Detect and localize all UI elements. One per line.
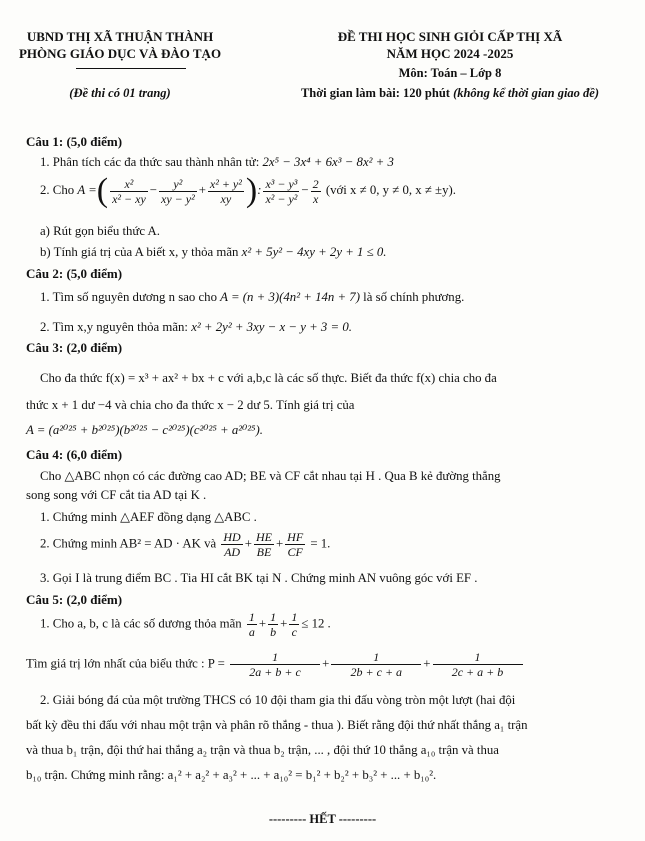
q3-line3: A = (a²⁰²⁵ + b²⁰²⁵)(b²⁰²⁵ − c²⁰²⁵)(c²⁰²⁵ + a²⁰²⁵). <box>26 423 263 437</box>
time-label: Thời gian làm bài: 120 phút <box>300 86 450 100</box>
q1-heading: Câu 1: (5,0 điểm) <box>26 134 123 149</box>
school-year: NĂM HỌC 2024 -2025 <box>386 46 514 61</box>
q4-part2: 2. Chứng minh AB² = AD · AK và $\frac{HD}{AD}$ + $\frac{HE}{BE}$ + $\frac{HF}{CF}$ = 1. <box>40 530 331 559</box>
q5-part2-line2: bất kỳ đều thi đấu với nhau một trận và phân rõ thắng - thua ). Biết rằng đội thứ nhất thắng a₁ trận <box>26 718 528 732</box>
q4-line2: song song với CF cắt tia AD tại K . <box>26 488 207 502</box>
header-divider <box>76 68 186 69</box>
q2-heading: Câu 2: (5,0 điểm) <box>26 266 123 281</box>
issuer-line1: UBND THỊ XÃ THUẬN THÀNH <box>26 29 214 44</box>
q5-part2-line4: b₁₀ trận. Chứng minh rằng: a₁² + a₂² + a₃² + ... + a₁₀² = b₁² + b₂² + b₃² + ... + b₁₀². <box>26 768 437 782</box>
q3-line1: Cho đa thức f(x) = x³ + ax² + bx + c với a,b,c là các số thực. Biết đa thức f(x) chia cho đa <box>40 371 497 385</box>
time-line <box>255 85 645 102</box>
q4-line1: Cho △ABC nhọn có các đường cao AD; BE và CF cắt nhau tại H . Qua B kẻ đường thẳng <box>40 469 501 483</box>
q2-part1: 1. Tìm số nguyên dương n sao cho A = (n + 3)(4n² + 14n + 7) là số chính phương. <box>40 290 465 304</box>
q5-find: Tìm giá trị lớn nhất của biểu thức : P = $\frac{1}{2a + b + c}$ + $\frac{1}{2b + c + a}$ + $\frac{1}{2c + a + b}$ <box>26 650 525 679</box>
q2-part2: 2. Tìm x,y nguyên thỏa mãn: x² + 2y² + 3xy − x − y + 3 = 0. <box>40 320 352 334</box>
time-note: (không kể thời gian giao đề) <box>453 86 600 100</box>
q3-line2: thức x + 1 dư −4 và chia cho đa thức x − 2 dư 5. Tính giá trị của <box>26 398 355 412</box>
q5-part1: 1. Cho a, b, c là các số dương thỏa mãn $\frac{1}{a}$ + $\frac{1}{b}$ + $\frac{1}{c}$ ≤ 12 . <box>40 610 331 639</box>
q1-part2: 2. Cho A =( $\frac{\text{x²}}{\text{x² − xy}}$ − $\frac{\text{y²}}{\text{xy − y²}}$ + $\frac{\text{x² + y²}}{xy}$ ): $\frac{\text{x³ − y³}}{\text{x² − y²}}$ − $\frac{2}{x}$ (với x ≠ 0, y ≠ 0, x ≠ ±y). <box>40 172 456 209</box>
q1-part1: 1. Phân tích các đa thức sau thành nhân tử: 2x⁵ − 3x⁴ + 6x³ − 8x² + 3 <box>40 155 394 169</box>
q5-heading: Câu 5: (2,0 điểm) <box>26 592 123 607</box>
q4-heading: Câu 4: (6,0 điểm) <box>26 447 123 462</box>
issuer-line2: PHÒNG GIÁO DỤC VÀ ĐÀO TẠO <box>18 46 222 61</box>
q4-part1: 1. Chứng minh △AEF đồng dạng △ABC . <box>40 510 257 524</box>
q5-part2-line1: 2. Giải bóng đá của một trường THCS có 10 đội tham gia thi đấu vòng tròn một lượt (hai đội <box>40 693 516 707</box>
q1-a: a) Rút gọn biểu thức A. <box>40 224 160 238</box>
exam-header <box>0 28 645 108</box>
q3-heading: Câu 3: (2,0 điểm) <box>26 340 123 355</box>
q5-part2-line3: và thua b₁ trận, đội thứ hai thắng a₂ trận và thua b₂ trận, ... , đội thứ 10 thắng a₁₀ trận và thua <box>26 743 499 757</box>
q1-b: b) Tính giá trị của A biết x, y thỏa mãn x² + 5y² − 4xy + 2y + 1 ≤ 0. <box>40 245 387 259</box>
subject: Môn: Toán – Lớp 8 <box>398 66 502 80</box>
exam-title: ĐỀ THI HỌC SINH GIỎI CẤP THỊ XÃ <box>337 29 563 44</box>
end-marker: --------- HẾT --------- <box>268 812 377 826</box>
page-count-note: (Đề thi có 01 trang) <box>69 86 171 100</box>
q4-part3: 3. Gọi I là trung điểm BC . Tia HI cắt BK tại N . Chứng minh AN vuông góc với EF . <box>40 571 478 585</box>
